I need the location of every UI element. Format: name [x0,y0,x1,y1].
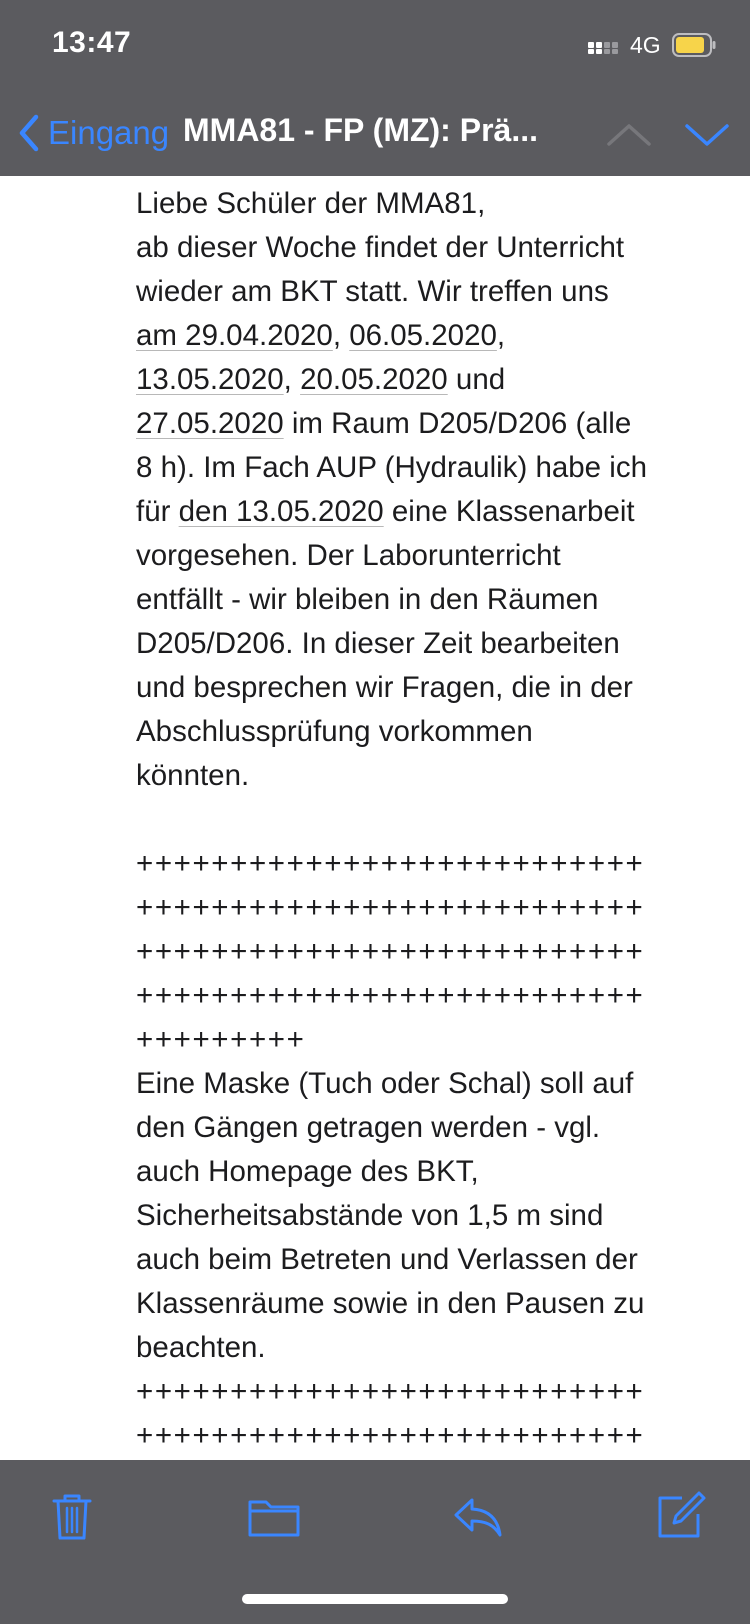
trash-icon [44,1488,100,1544]
body-line: 8 h). Im Fach AUP (Hydraulik) habe ich [136,451,647,484]
body-line: ab dieser Woche findet der Unterricht [136,231,625,264]
previous-message-chevron-up-icon[interactable] [594,112,664,156]
body-line: vorgesehen. Der Laborunterricht [136,539,561,572]
date-link[interactable]: 27.05.2020 [136,407,284,440]
date-link[interactable]: 06.05.2020 [349,319,497,352]
back-label: Eingang [48,114,170,151]
body-line: den Gängen getragen werden - vgl. [136,1111,601,1144]
reply-button[interactable] [450,1488,506,1544]
move-to-folder-button[interactable] [246,1488,302,1544]
plus-separator-1 [136,842,706,1062]
body-line: könnten. [136,759,250,792]
exam-date-line [136,490,706,534]
plus-separator-2 [136,1370,706,1458]
compose-icon [652,1488,708,1544]
separator-line: +++++++++++++++++++++++++++ [136,935,645,968]
dates-line-2: 13.05.2020, 20.05.2020 und [136,363,506,396]
chevron-left-icon [14,111,44,155]
date-link[interactable]: den 13.05.2020 [178,495,384,528]
paragraph-intro [136,182,706,798]
message-body [136,182,706,1458]
delete-button[interactable] [44,1488,100,1544]
top-bar [0,0,750,176]
date-link[interactable]: 13.05.2020 [136,363,284,396]
body-text: und [455,363,506,396]
message-subject-title: MMA81 - FP (MZ): Prä... [183,112,538,148]
body-line: Liebe Schüler der MMA81, [136,187,486,220]
signal-strength-icon [588,38,624,54]
separator-line: +++++++++++++++++++++++++++ [136,891,645,924]
body-line: beachten. [136,1331,266,1364]
body-line: auch Homepage des BKT, [136,1155,479,1188]
body-line: Klassenräume sowie in den Pausen zu [136,1287,645,1320]
body-line: Sicherheitsabstände von 1,5 m sind [136,1199,604,1232]
body-text: für [136,495,179,528]
body-line: Abschlussprüfung vorkommen [136,715,533,748]
separator-line: +++++++++++++++++++++++++++ [136,847,645,880]
body-line: Eine Maske (Tuch oder Schal) soll auf [136,1067,634,1100]
separator-line: +++++++++ [136,1023,306,1056]
back-to-inbox-button[interactable] [14,108,169,158]
bottom-toolbar [0,1460,750,1624]
blank-line [136,798,706,842]
next-message-chevron-down-icon[interactable] [672,112,742,156]
dates-line-3 [136,402,706,446]
reply-icon [450,1488,506,1544]
body-line: wieder am BKT statt. Wir treffen uns [136,275,609,308]
home-indicator[interactable] [242,1594,508,1604]
dates-line-1: am 29.04.2020, 06.05.2020, [136,319,506,352]
date-link[interactable]: am 29.04.2020 [136,319,333,352]
network-type: 4G [630,32,661,58]
body-line: auch beim Betreten und Verlassen der [136,1243,638,1276]
compose-button[interactable] [652,1488,708,1544]
folder-icon [246,1488,302,1544]
body-line: D205/D206. In dieser Zeit bearbeiten [136,627,620,660]
status-time: 13:47 [52,26,132,59]
body-line: und besprechen wir Fragen, die in der [136,671,633,704]
body-line: entfällt - wir bleiben in den Räumen [136,583,599,616]
date-link[interactable]: 20.05.2020 [300,363,448,396]
paragraph-mask-rules [136,1062,706,1370]
separator-line: +++++++++++++++++++++++++++ [136,1375,645,1408]
body-text: eine Klassenarbeit [383,495,635,528]
body-text: im Raum D205/D206 (alle [283,407,632,440]
separator-line: +++++++++++++++++++++++++++ [136,979,645,1012]
battery-icon [672,33,716,57]
separator-line: +++++++++++++++++++++++++++ [136,1419,645,1452]
